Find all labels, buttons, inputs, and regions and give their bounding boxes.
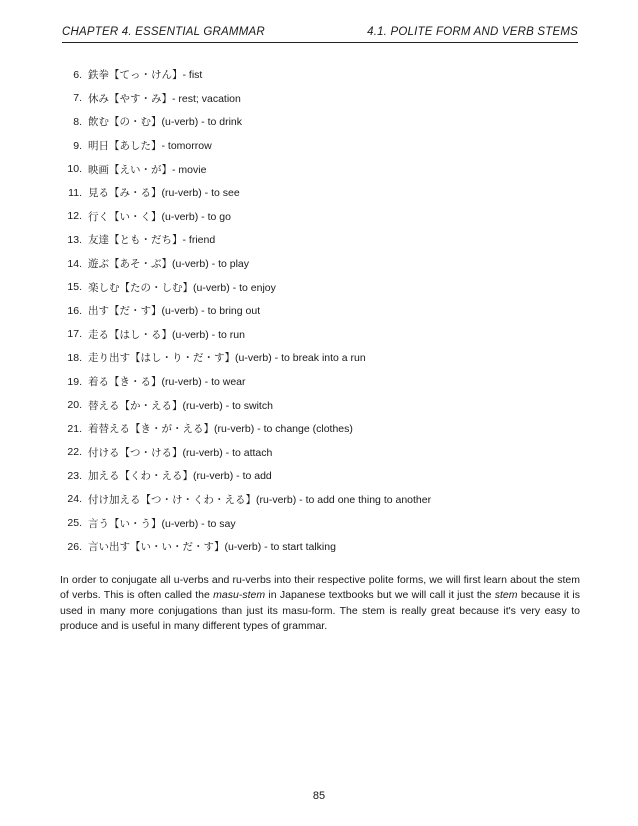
vocab-entry: 見る【み・る】(ru-verb) - to see	[88, 187, 240, 200]
vocab-number: 20.	[67, 399, 82, 412]
vocab-item	[60, 252, 580, 276]
vocab-number: 24.	[67, 493, 82, 506]
running-header	[62, 22, 578, 43]
paragraph-text: because it is used in many more conjugations than just its masu-form. The stem is really great because it's very easy to produce and is useful in many different types of grammar.	[60, 589, 580, 633]
vocab-entry: 楽しむ【たの・しむ】(u-verb) - to enjoy	[88, 281, 276, 294]
vocab-item	[60, 110, 580, 134]
vocab-item	[60, 323, 580, 347]
vocab-entry: 言い出す【い・い・だ・す】(u-verb) - to start talking	[88, 541, 336, 554]
vocab-number: 11.	[68, 186, 82, 199]
vocab-item	[60, 87, 580, 111]
vocab-entry: 付け加える【つ・け・くわ・える】(ru-verb) - to add one thing to another	[88, 493, 432, 506]
term-masu-stem: masu-stem	[213, 589, 266, 602]
vocab-number: 14.	[67, 257, 82, 270]
vocabulary-list	[60, 63, 580, 558]
vocab-item	[60, 157, 580, 181]
vocab-entry: 着替える【き・が・える】(ru-verb) - to change (clothes)	[88, 423, 353, 436]
vocab-number: 22.	[67, 446, 82, 459]
vocab-number: 17.	[67, 328, 82, 341]
vocab-number: 9.	[73, 139, 82, 152]
vocab-item	[60, 228, 580, 252]
vocab-item	[60, 370, 580, 394]
vocab-entry: 飲む【の・む】(u-verb) - to drink	[88, 116, 243, 129]
vocab-number: 13.	[67, 233, 82, 246]
paragraph-text: in Japanese textbooks but we will call it just the	[265, 589, 495, 602]
page-number: 85	[312, 790, 326, 802]
vocab-entry: 加える【くわ・える】(ru-verb) - to add	[88, 470, 272, 483]
section-title: 4.1. POLITE FORM AND VERB STEMS	[367, 26, 578, 38]
vocab-number: 26.	[67, 540, 82, 553]
vocab-entry: 映画【えい・が】- movie	[88, 163, 207, 176]
vocab-item	[60, 393, 580, 417]
vocab-entry: 休み【やす・み】- rest; vacation	[88, 92, 241, 105]
vocab-entry: 鉄拳【てっ・けん】- fist	[88, 69, 203, 82]
vocab-item	[60, 511, 580, 535]
term-stem: stem	[494, 589, 518, 602]
vocab-item	[60, 63, 580, 87]
vocab-number: 21.	[67, 422, 82, 435]
vocab-entry: 付ける【つ・ける】(ru-verb) - to attach	[88, 446, 273, 459]
vocab-item	[60, 181, 580, 205]
vocab-item	[60, 275, 580, 299]
vocab-item	[60, 464, 580, 488]
vocab-entry: 明日【あした】- tomorrow	[88, 140, 212, 153]
vocab-number: 6.	[73, 68, 82, 81]
vocab-entry: 着る【き・る】(ru-verb) - to wear	[88, 376, 246, 389]
body-paragraph	[60, 573, 580, 635]
vocab-number: 18.	[67, 351, 82, 364]
vocab-number: 12.	[67, 210, 82, 223]
vocab-entry: 行く【い・く】(u-verb) - to go	[88, 210, 231, 223]
vocab-item	[60, 346, 580, 370]
vocab-number: 15.	[67, 281, 82, 294]
vocab-number: 19.	[67, 375, 82, 388]
vocab-number: 7.	[73, 92, 82, 105]
vocab-item	[60, 299, 580, 323]
vocab-item	[60, 205, 580, 229]
vocab-number: 8.	[73, 115, 82, 128]
vocab-item	[60, 417, 580, 441]
paragraph-text: In order to conjugate all u-verbs and ru-verbs into their respective polite forms, we will first learn about the stem of verbs. This is often called the	[60, 574, 580, 602]
vocab-entry: 出す【だ・す】(u-verb) - to bring out	[88, 305, 261, 318]
vocab-number: 10.	[67, 163, 82, 176]
vocab-item	[60, 488, 580, 512]
vocab-entry: 言う【い・う】(u-verb) - to say	[88, 517, 236, 530]
vocab-number: 23.	[67, 469, 82, 482]
vocab-entry: 友達【とも・だち】- friend	[88, 234, 216, 247]
vocab-number: 16.	[67, 304, 82, 317]
vocab-number: 25.	[67, 517, 82, 530]
vocab-entry: 走る【はし・る】(u-verb) - to run	[88, 328, 245, 341]
vocab-entry: 遊ぶ【あそ・ぶ】(u-verb) - to play	[88, 258, 250, 271]
vocab-item	[60, 535, 580, 559]
vocab-item	[60, 134, 580, 158]
vocab-entry: 走り出す【はし・り・だ・す】(u-verb) - to break into a run	[88, 352, 366, 365]
vocab-item	[60, 441, 580, 465]
chapter-title: CHAPTER 4. ESSENTIAL GRAMMAR	[62, 26, 265, 38]
vocab-entry: 替える【か・える】(ru-verb) - to switch	[88, 399, 273, 412]
